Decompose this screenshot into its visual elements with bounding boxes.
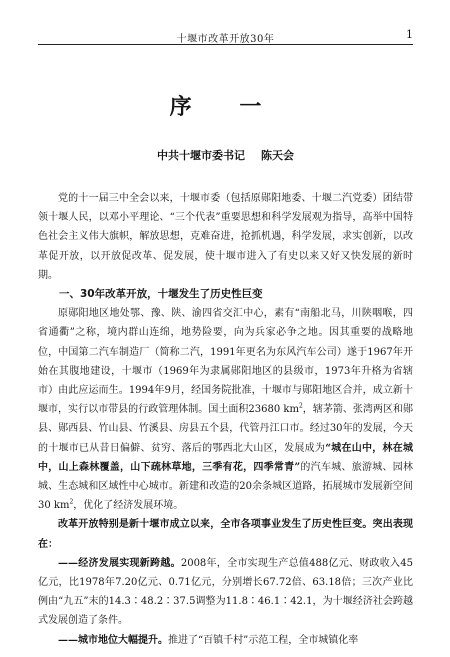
paragraph-region-part-c: 的汽车城、旅游城、园林城、生态城和区域性中心城市。新建和改造的20余条城区道路，拓展城市发展新空间30 km — [38, 461, 413, 512]
section-heading: 一、30年改革开放，十堰发生了历史性巨变 — [59, 288, 263, 301]
paragraph-summary: 改革开放特别是新十堰市成立以来，全市各项事业发生了历史性巨变。突出表现在： — [38, 519, 413, 550]
paragraph-region — [38, 304, 413, 515]
city-status-text: 推进了“百镇千村”示范工程，全市城镇化率 — [168, 634, 359, 646]
paragraph-intro: 党的十一届三中全会以来，十堰市委（包括原郧阳地委、十堰二汽党委）团结带领十堰人民，以邓小平理论、“三个代表”重要思想和科学发展观为指导，高举中国特色社会主义伟大旗帜，解放思想，克难奋进，抢抓机遇，科学发展，求实创新，以改革促开放，以开放促改革、促发展，使十堰市进入了有史以来又好又快发展的新时期。 — [38, 193, 413, 281]
header-rule — [38, 44, 413, 45]
author-name: 陈天会 — [261, 149, 294, 162]
superscript-squared-2: 2 — [69, 498, 74, 506]
paragraph-region-part-b: ，辖茅箭、张湾两区和郧县、郧西县、竹山县、竹溪县、房县五个县，代管丹江口市。经过30年的发展，今天的十堰市已从昔日偏僻、贫穷、落后的鄂西北大山区，发展成为 — [38, 404, 413, 454]
economy-text: 2008年，全市实现生产总值488亿元、财政收入45亿元，比1978年7.20亿元、0.71亿元，分别增长67.72倍、63.18倍；三次产业比例由“九五”末的14.3∶48.2∶37.5调整为11.8∶46.1∶42.1，为十堰经济社会跨越式发展创造了条件。 — [38, 557, 414, 627]
page-number: 1 — [406, 28, 413, 41]
city-status-lead: ——城市地位大幅提升。 — [58, 634, 168, 646]
running-title: 十堰市改革开放30年 — [176, 34, 275, 45]
author-line — [38, 149, 413, 163]
body-text — [38, 189, 413, 650]
economy-lead: ——经济发展实现新跨越。 — [58, 557, 181, 569]
paragraph-region-part-a: 原郧阳地区地处鄂、豫、陕、渝四省交汇中心，素有“南船北马，川陕咽喉，四省通衢”之称，境内群山连绵，地势险要，向为兵家必争之地。因其重要的战略地位，中国第二汽车制造厂（简称二汽，1991年更名为东风汽车公司）遂于1967年开始在其腹地建设，十堰市（1969年为隶属郧阳地区的县级市，1973年升格为省辖市）由此应运而生。1994年9月，经国务院批准，十堰市与郧阳地区合并，成立新十堰市，实行以市带县的行政管理体制。国土面积23680 km — [38, 308, 413, 416]
emphasized-slogan: “城在山中，林在城中，山上森林覆盖，山下疏林草地，三季有花，四季常青” — [38, 442, 413, 473]
paragraph-city-status — [38, 631, 413, 650]
superscript-squared: 2 — [298, 402, 303, 410]
page-header — [38, 0, 413, 45]
page-title: 序 一 — [169, 94, 282, 120]
paragraph-region-part-d: ，优化了经济发展环境。 — [73, 500, 184, 512]
author-position: 中共十堰市委书记 — [157, 149, 245, 162]
paragraph-economy — [38, 554, 413, 631]
